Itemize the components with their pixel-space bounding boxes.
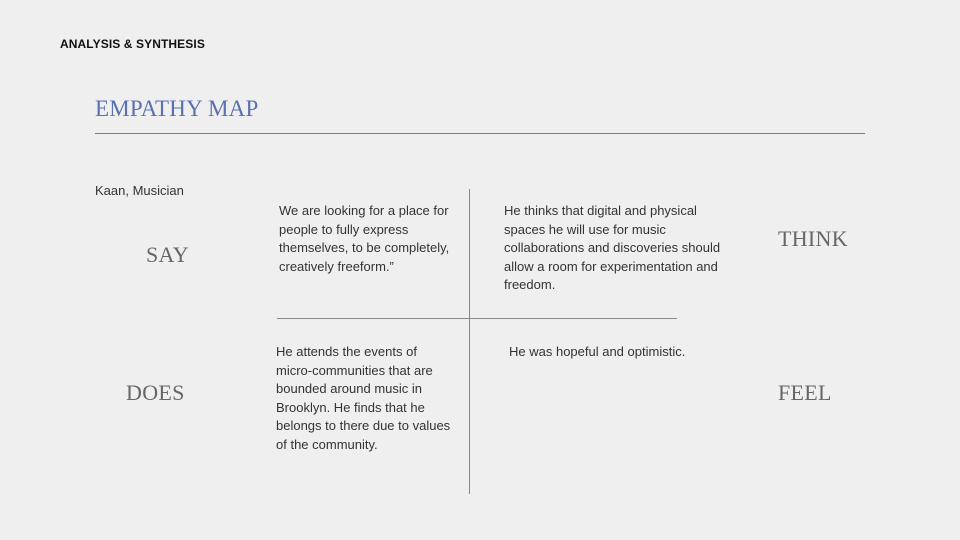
say-text: We are looking for a place for people to fully express themselves, to be completely, creatively freeform.” xyxy=(279,203,450,274)
feel-heading: FEEL xyxy=(778,380,832,405)
does-text: He attends the events of micro-communities that are bounded around music in Brooklyn. He finds that he belongs to there due to values of the community. xyxy=(276,344,451,452)
think-heading: THINK xyxy=(778,226,848,251)
page-title: EMPATHY MAP xyxy=(95,96,259,121)
grid-vertical-divider xyxy=(469,189,470,494)
persona-label: Kaan, Musician xyxy=(95,183,184,198)
feel-text: He was hopeful and optimistic. xyxy=(509,344,686,359)
does-heading: DOES xyxy=(126,380,185,405)
grid-horizontal-divider xyxy=(277,318,677,319)
say-heading: SAY xyxy=(146,242,189,267)
think-text: He thinks that digital and physical spaces he will use for music collaborations and discoveries should allow a room for experimentation and freedom. xyxy=(504,203,721,292)
section-label: ANALYSIS & SYNTHESIS xyxy=(60,37,205,51)
title-underline xyxy=(95,133,865,134)
